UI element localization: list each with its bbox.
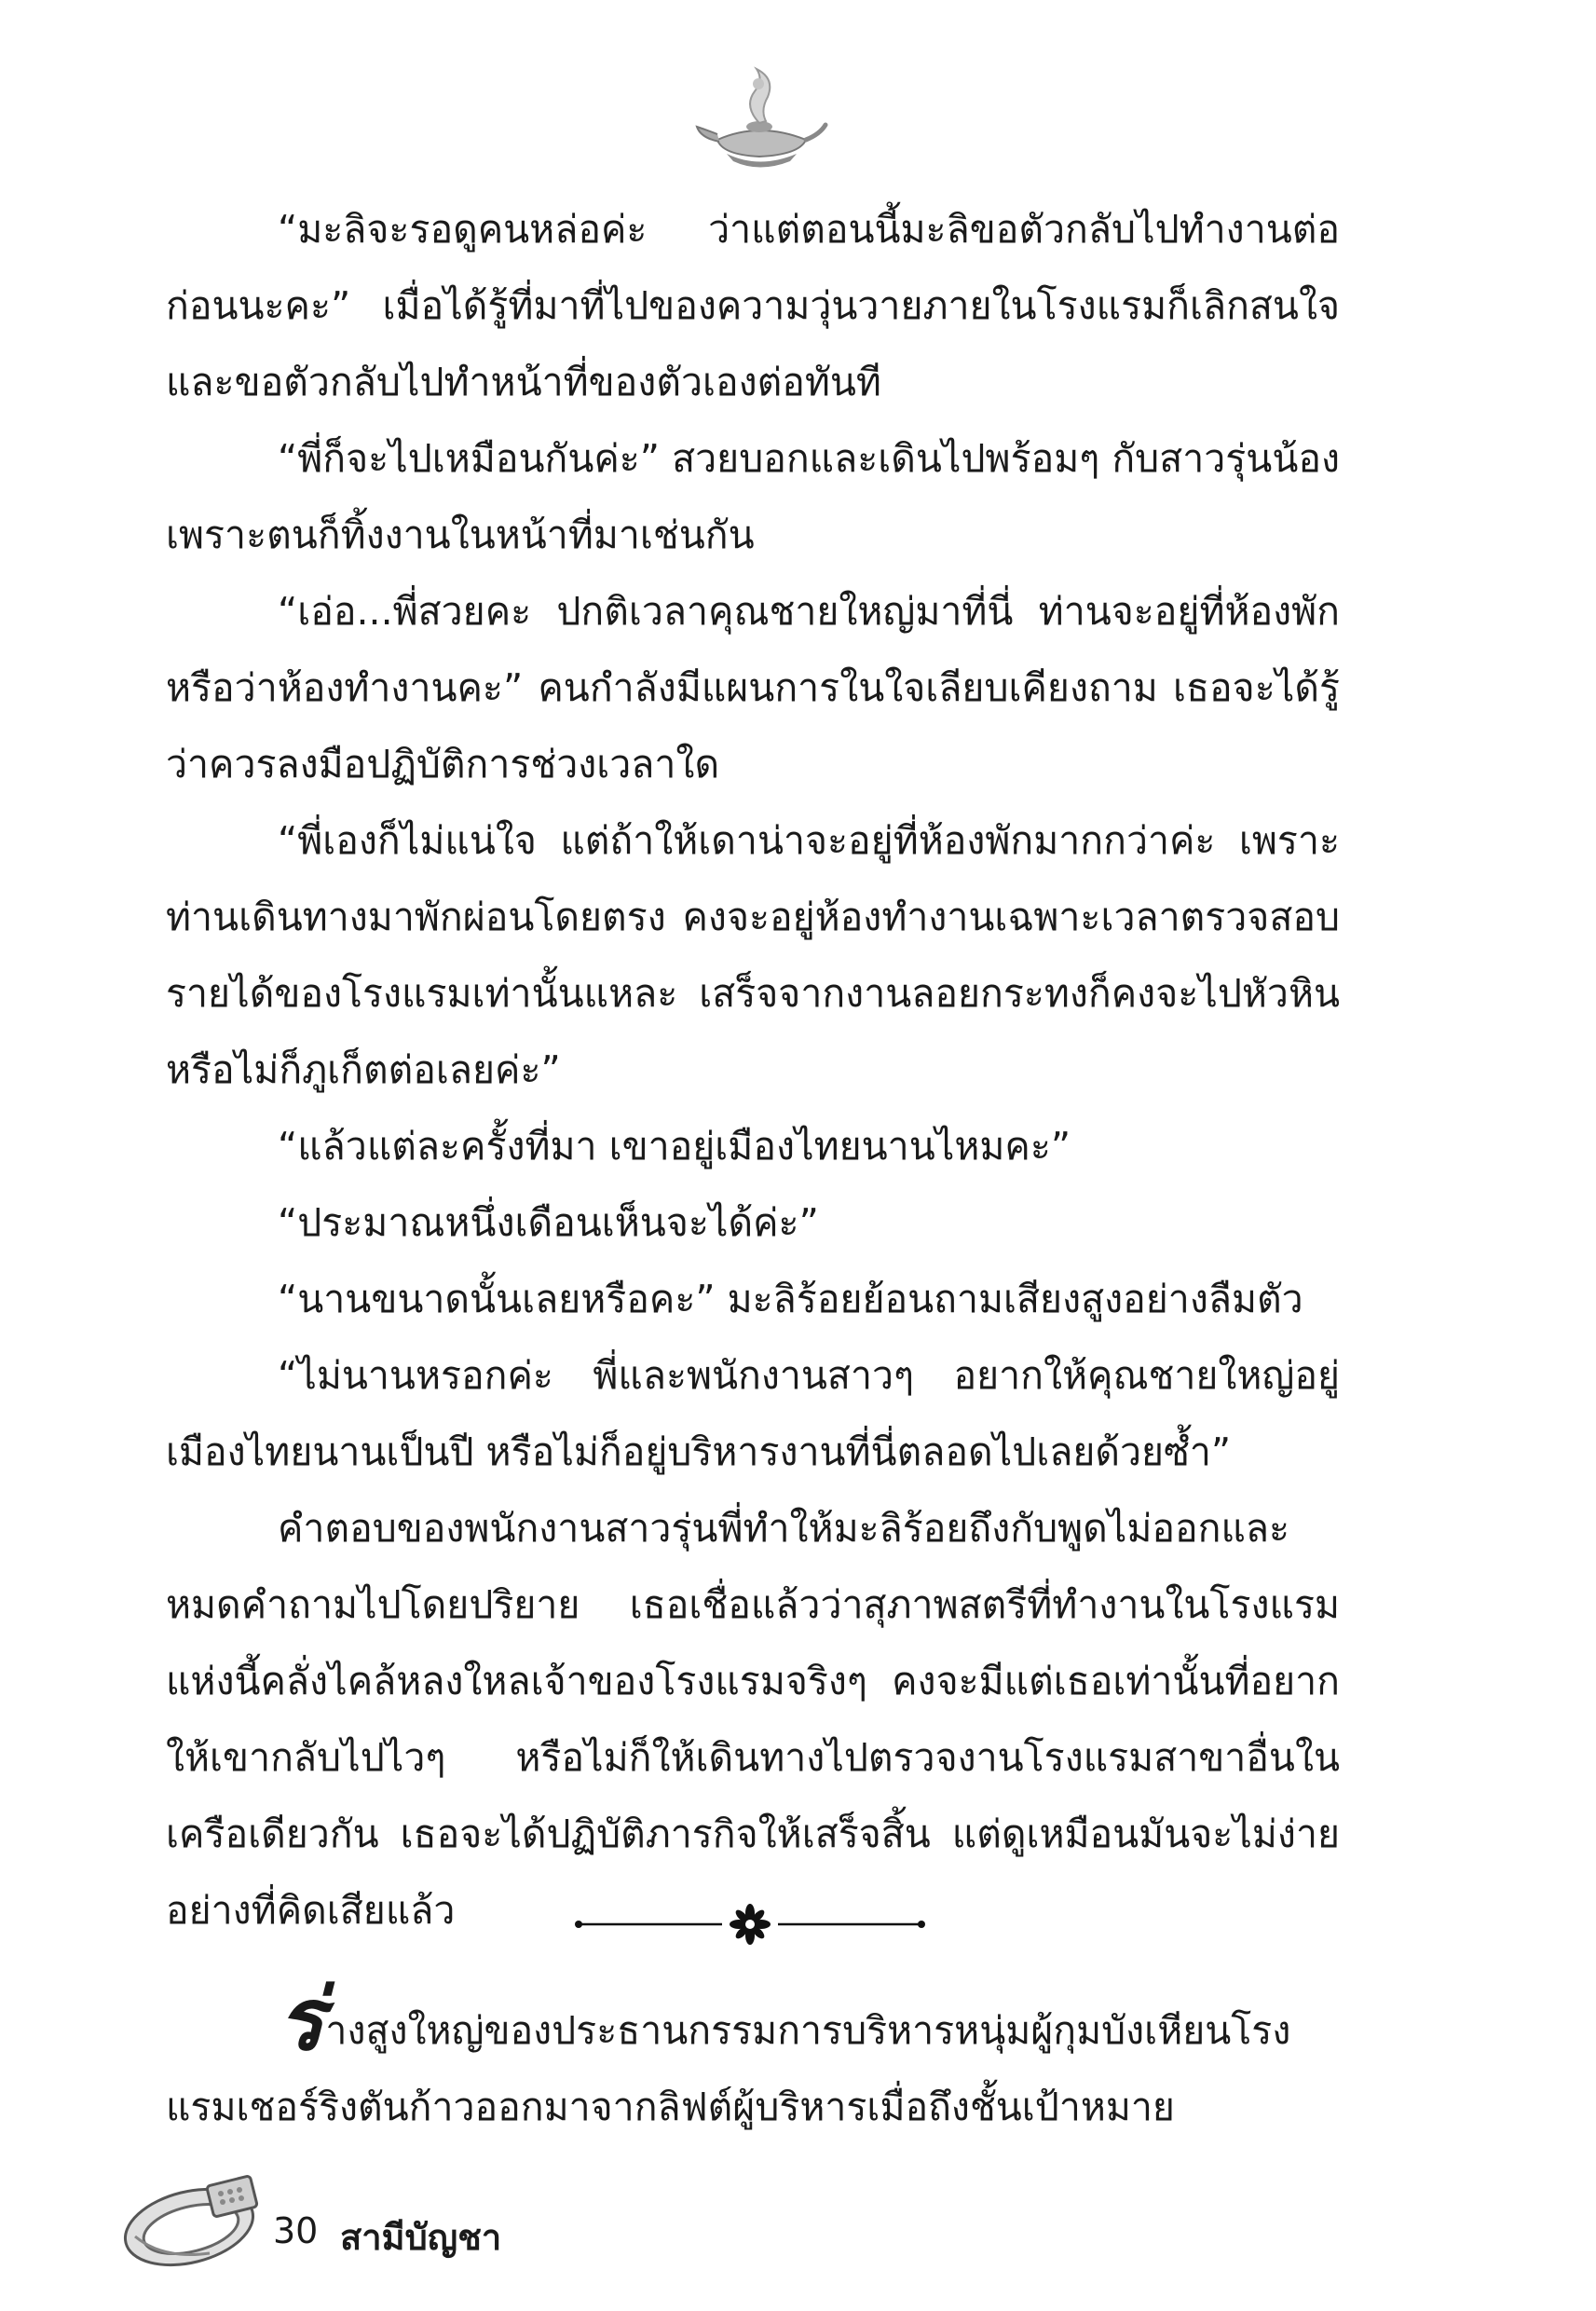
paragraph: “พี่เองก็ไม่แน่ใจ แต่ถ้าให้เดาน่าจะอยู่ที่ห้องพักมากกว่าค่ะ เพราะท่านเดินทางมาพักผ่อนโดยตรง คงจะอยู่ห้องทำงานเฉพาะเวลาตรวจสอบรายได้ของโรงแรมเท่านั้นแหละ เสร็จจากงานลอยกระทงก็คงจะไปหัวหินหรือไม่ก็ภูเก็ตต่อเลยค่ะ”	[166, 818, 1340, 1092]
paragraph: “ประมาณหนึ่งเดือนเห็นจะได้ค่ะ”	[278, 1200, 819, 1245]
section-divider-flower-icon	[573, 1901, 927, 1948]
page-footer	[116, 2171, 769, 2274]
paragraph: “แล้วแต่ละครั้งที่มา เขาอยู่เมืองไทยนานไหมคะ”	[278, 1124, 1071, 1169]
lamp-genie-ornament-icon	[689, 65, 829, 177]
body-text	[166, 191, 1340, 1949]
book-title: สามีบัญชา	[340, 2217, 502, 2258]
page-number: 30	[273, 2210, 319, 2251]
chapter-opening	[166, 1970, 1340, 2145]
chapter-paragraph	[166, 1970, 1340, 2145]
paragraph: “นานขนาดนั้นเลยหรือคะ” มะลิร้อยย้อนถามเสียงสูงอย่างลืมตัว	[278, 1277, 1303, 1321]
paragraph: “พี่ก็จะไปเหมือนกันค่ะ” สวยบอกและเดินไปพร้อมๆ กับสาวรุ่นน้องเพราะตนก็ทิ้งงานในหน้าที่มาเช่นกัน	[166, 436, 1340, 557]
paragraph: “เอ่อ...พี่สวยคะ ปกติเวลาคุณชายใหญ่มาที่นี่ ท่านจะอยู่ที่ห้องพักหรือว่าห้องทำงานคะ” คนกำลังมีแผนการในใจเลียบเคียงถาม เธอจะได้รู้ว่าควรลงมือปฏิบัติการช่วงเวลาใด	[166, 589, 1340, 786]
ring-icon	[116, 2171, 275, 2274]
drop-cap: ร่	[278, 1970, 324, 2070]
chapter-text: างสูงใหญ่ของประธานกรรมการบริหารหนุ่มผู้กุมบังเหียนโรงแรมเชอร์ริงตันก้าวออกมาจากลิฟต์ผู้บริหารเมื่อถึงชั้นเป้าหมาย	[166, 2008, 1291, 2129]
paragraph: “มะลิจะรอดูคนหล่อค่ะ ว่าแต่ตอนนี้มะลิขอตัวกลับไปทำงานต่อก่อนนะคะ” เมื่อได้รู้ที่มาที่ไปของความวุ่นวายภายในโรงแรมก็เลิกสนใจและขอตัวกลับไปทำหน้าที่ของตัวเองต่อทันที	[166, 207, 1340, 404]
paragraph: “ไม่นานหรอกค่ะ พี่และพนักงานสาวๆ อยากให้คุณชายใหญ่อยู่เมืองไทยนานเป็นปี หรือไม่ก็อยู่บริหารงานที่นี่ตลอดไปเลยด้วยซ้ำ”	[166, 1353, 1340, 1474]
paragraph: คำตอบของพนักงานสาวรุ่นพี่ทำให้มะลิร้อยถึงกับพูดไม่ออกและหมดคำถามไปโดยปริยาย เธอเชื่อแล้วว่าสุภาพสตรีที่ทำงานในโรงแรมแห่งนี้คลั่งไคล้หลงใหลเจ้าของโรงแรมจริงๆ คงจะมีแต่เธอเท่านั้นที่อยากให้เขากลับไปไวๆ หรือไม่ก็ให้เดินทางไปตรวจงานโรงแรมสาขาอื่นในเครือเดียวกัน เธอจะได้ปฏิบัติภารกิจให้เสร็จสิ้น แต่ดูเหมือนมันจะไม่ง่ายอย่างที่คิดเสียแล้ว	[166, 1506, 1340, 1933]
